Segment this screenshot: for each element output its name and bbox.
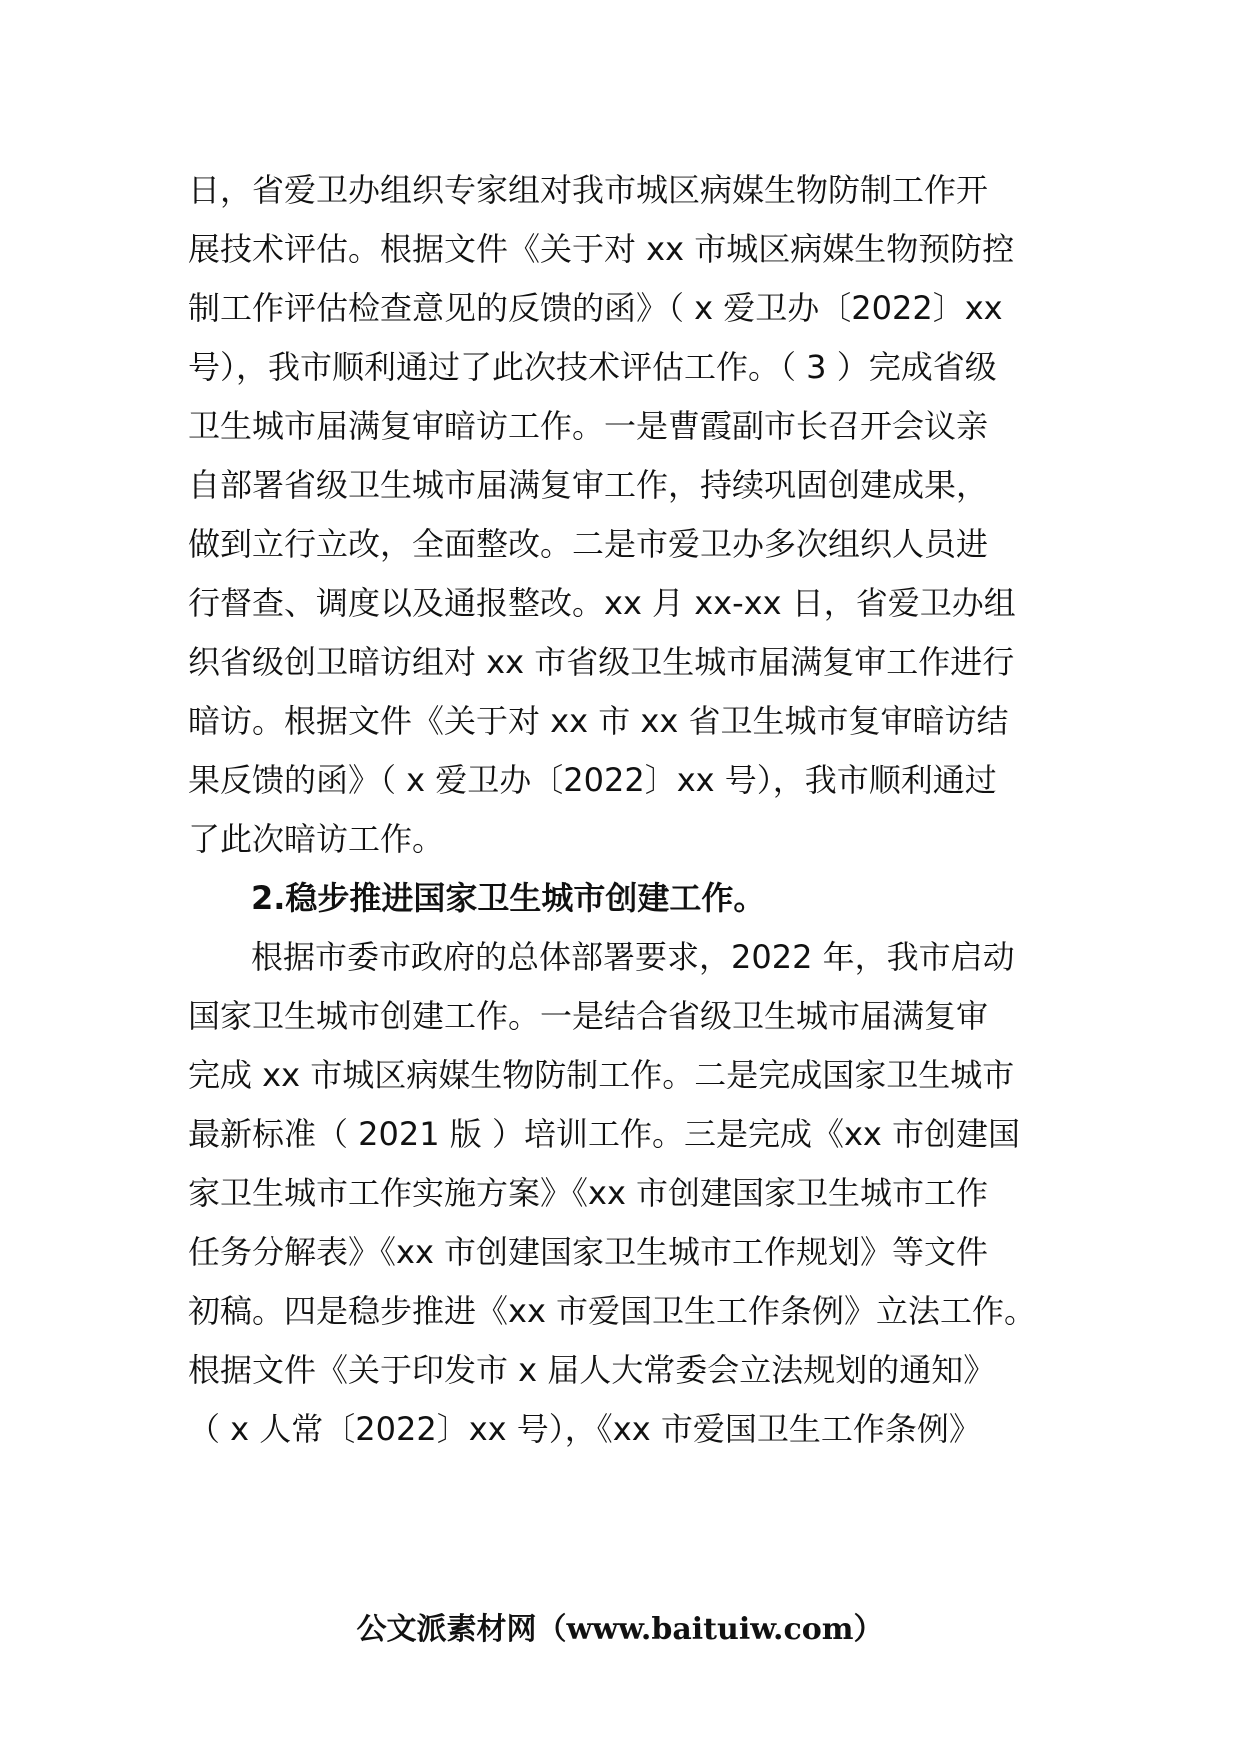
paragraph-line: 任务分解表》《xx 市创建国家卫生城市工作规划》等文件 (188, 1233, 989, 1271)
paragraph-line: 根据市委市政府的总体部署要求，2022 年，我市启动 (251, 938, 1015, 976)
paragraph-line: 完成 xx 市城区病媒生物防制工作。二是完成国家卫生城市 (188, 1056, 1015, 1094)
paragraph-line: 日，省爱卫办组织专家组对我市城区病媒生物防制工作开 (188, 171, 989, 209)
paragraph-line: 国家卫生城市创建工作。一是结合省级卫生城市届满复审 (188, 997, 989, 1035)
paragraph-line: 制工作评估检查意见的反馈的函》（ x 爱卫办〔2022〕xx (188, 289, 1003, 327)
footer-watermark: 公文派素材网（www.baituiw.com） (356, 1612, 884, 1647)
paragraph-line: 卫生城市届满复审暗访工作。一是曹霞副市长召开会议亲 (188, 407, 989, 445)
paragraph-line: 暗访。根据文件《关于对 xx 市 xx 省卫生城市复审暗访结 (188, 702, 1009, 740)
paragraph-line: 做到立行立改，全面整改。二是市爱卫办多次组织人员进 (188, 525, 989, 563)
paragraph-line: 织省级创卫暗访组对 xx 市省级卫生城市届满复审工作进行 (188, 643, 1015, 681)
paragraph-line: 初稿。四是稳步推进《xx 市爱国卫生工作条例》立法工作。 (188, 1292, 1037, 1330)
paragraph-line: 了此次暗访工作。 (188, 820, 445, 858)
paragraph-line: 根据文件《关于印发市 x 届人大常委会立法规划的通知》 (188, 1351, 996, 1389)
paragraph-line: 最新标准（ 2021 版 ）培训工作。三是完成《xx 市创建国 (188, 1115, 1021, 1153)
paragraph-line: 果反馈的函》（ x 爱卫办〔2022〕xx 号），我市顺利通过 (188, 761, 997, 799)
paragraph-line: 家卫生城市工作实施方案》《xx 市创建国家卫生城市工作 (188, 1174, 989, 1212)
paragraph-line: 自部署省级卫生城市届满复审工作，持续巩固创建成果， (188, 466, 989, 504)
paragraph-line: 号），我市顺利通过了此次技术评估工作。（ 3 ）完成省级 (188, 348, 997, 386)
paragraph-line: 行督查、调度以及通报整改。xx 月 xx-xx 日，省爱卫办组 (188, 584, 1016, 622)
paragraph-line: （ x 人常〔2022〕xx 号），《xx 市爱国卫生工作条例》 (188, 1410, 981, 1448)
paragraph-line: 展技术评估。根据文件《关于对 xx 市城区病媒生物预防控 (188, 230, 1015, 268)
section-heading: 2.稳步推进国家卫生城市创建工作。 (251, 879, 766, 917)
